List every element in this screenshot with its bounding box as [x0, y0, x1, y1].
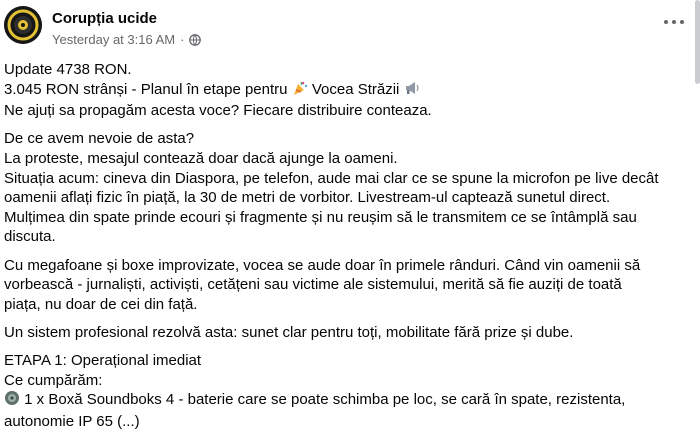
- post-line: oamenii aflați fizic în piață, la 30 de metri de vorbitor. Livestream-ul captează sunetul direct.: [4, 189, 611, 207]
- post-line: La proteste, mesajul contează doar dacă ajunge la oameni.: [4, 149, 398, 167]
- post-line: Un sistem profesional rezolvă asta: sunet clar pentru toți, mobilitate fără prize și dube.: [4, 323, 574, 341]
- post-line: Update 4738 RON.: [4, 61, 132, 78]
- post-line: ETAPA 1: Operațional imediat: [4, 352, 202, 370]
- post-line: Ce cumpărăm:: [4, 371, 103, 389]
- more-dot: [680, 20, 684, 24]
- more-dot: [664, 20, 668, 24]
- campaign-name: Vocea Străzii: [311, 80, 400, 98]
- party-popper-icon: [292, 80, 308, 102]
- post-line: Ne ajuți sa propagăm acesta voce? Fiecare distribuire conteaza.: [4, 102, 432, 120]
- post-line: Cu megafoane și boxe improvizate, vocea se aude doar în primele rânduri. Când vin oamenii să: [4, 256, 641, 274]
- meta-separator: ·: [180, 32, 185, 47]
- post-text: 3.045 RON strânși - Planul în etape pentru: [4, 80, 288, 98]
- post-body: [4, 60, 690, 440]
- more-options-icon[interactable]: [664, 18, 684, 26]
- post-line: Situația acum: cineva din Diaspora, pe telefon, aude mai clar ce se spune la microfon pe live decât: [4, 169, 659, 187]
- post-line: [4, 390, 690, 412]
- more-dot: [672, 20, 676, 24]
- post-paragraph: [4, 323, 690, 343]
- post-paragraph: [4, 256, 690, 315]
- post-line: Mulțimea din spate prinde ecouri și fragmente și nu reușim să le transmitem ce se întâmplă sau: [4, 208, 637, 226]
- author-name[interactable]: Corupția ucide: [52, 10, 158, 27]
- post-line: vorbească - jurnaliști, activiști, cetățeni sau victime ale sistemului, merită să fie auziți de toată: [4, 276, 622, 294]
- post-line: piața, nu doar de cei din față.: [4, 295, 198, 313]
- post-line: De ce avem nevoie de asta?: [4, 130, 195, 148]
- post-line: [4, 80, 690, 102]
- globe-icon[interactable]: [189, 34, 201, 46]
- post-paragraph: [4, 351, 690, 431]
- post-line: autonomie IP 65 (...): [4, 412, 140, 430]
- scrollbar[interactable]: [695, 0, 700, 84]
- timestamp-link[interactable]: Yesterday at 3:16 AM: [52, 32, 176, 47]
- post-header: [0, 0, 700, 56]
- post-paragraph: [4, 129, 690, 247]
- avatar-logo-icon: [4, 6, 42, 44]
- post-paragraph: [4, 60, 690, 121]
- megaphone-icon: [404, 80, 420, 102]
- speaker-icon: [4, 390, 20, 412]
- post-meta: [52, 32, 201, 48]
- post-text: 1 x Boxă Soundboks 4 - baterie care se poate schimba pe loc, se cară în spate, rezistenta,: [24, 391, 626, 409]
- post-line: discuta.: [4, 228, 56, 246]
- avatar[interactable]: [4, 6, 42, 44]
